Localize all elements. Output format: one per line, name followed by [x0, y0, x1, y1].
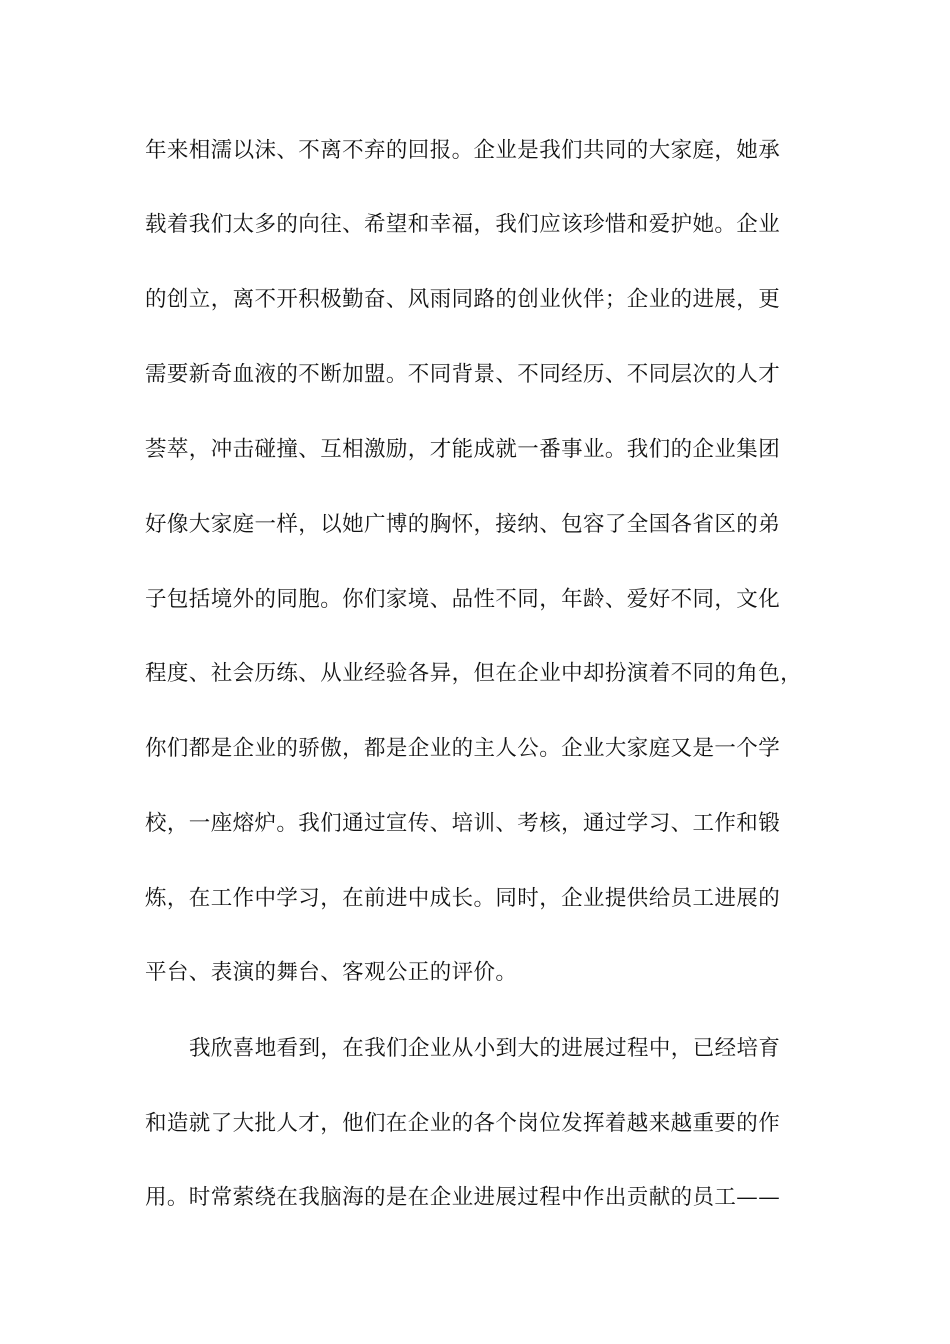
text-line: 和造就了大批人才，他们在企业的各个岗位发挥着越来越重要的作: [145, 1111, 781, 1136]
text-line: 荟萃，冲击碰撞、互相激励，才能成就一番事业。我们的企业集团: [145, 437, 781, 462]
paragraph-first-line: 我欣喜地看到，在我们企业从小到大的进展过程中，已经培育: [189, 1036, 781, 1061]
text-line: 好像大家庭一样，以她广博的胸怀，接纳、包容了全国各省区的弟: [145, 512, 781, 537]
text-line: 程度、社会历练、从业经验各异，但在企业中却扮演着不同的角色，: [145, 661, 803, 686]
text-line: 子包括境外的同胞。你们家境、品性不同，年龄、爱好不同，文化: [145, 587, 781, 612]
text-line: 用。时常萦绕在我脑海的是在企业进展过程中作出贡献的员工——: [145, 1185, 781, 1210]
text-line: 你们都是企业的骄傲，都是企业的主人公。企业大家庭又是一个学: [145, 736, 781, 761]
text-line: 平台、表演的舞台、客观公正的评价。: [145, 960, 518, 985]
text-line: 炼，在工作中学习，在前进中成长。同时，企业提供给员工进展的: [145, 886, 781, 911]
text-line: 的创立，离不开积极勤奋、风雨同路的创业伙伴；企业的进展，更: [145, 287, 781, 312]
text-line: 载着我们太多的向往、希望和幸福，我们应该珍惜和爱护她。企业: [145, 212, 781, 237]
text-line: 年来相濡以沫、不离不弃的回报。企业是我们共同的大家庭，她承: [145, 138, 781, 163]
text-line: 校，一座熔炉。我们通过宣传、培训、考核，通过学习、工作和锻: [145, 811, 781, 836]
text-line: 需要新奇血液的不断加盟。不同背景、不同经历、不同层次的人才: [145, 362, 781, 387]
